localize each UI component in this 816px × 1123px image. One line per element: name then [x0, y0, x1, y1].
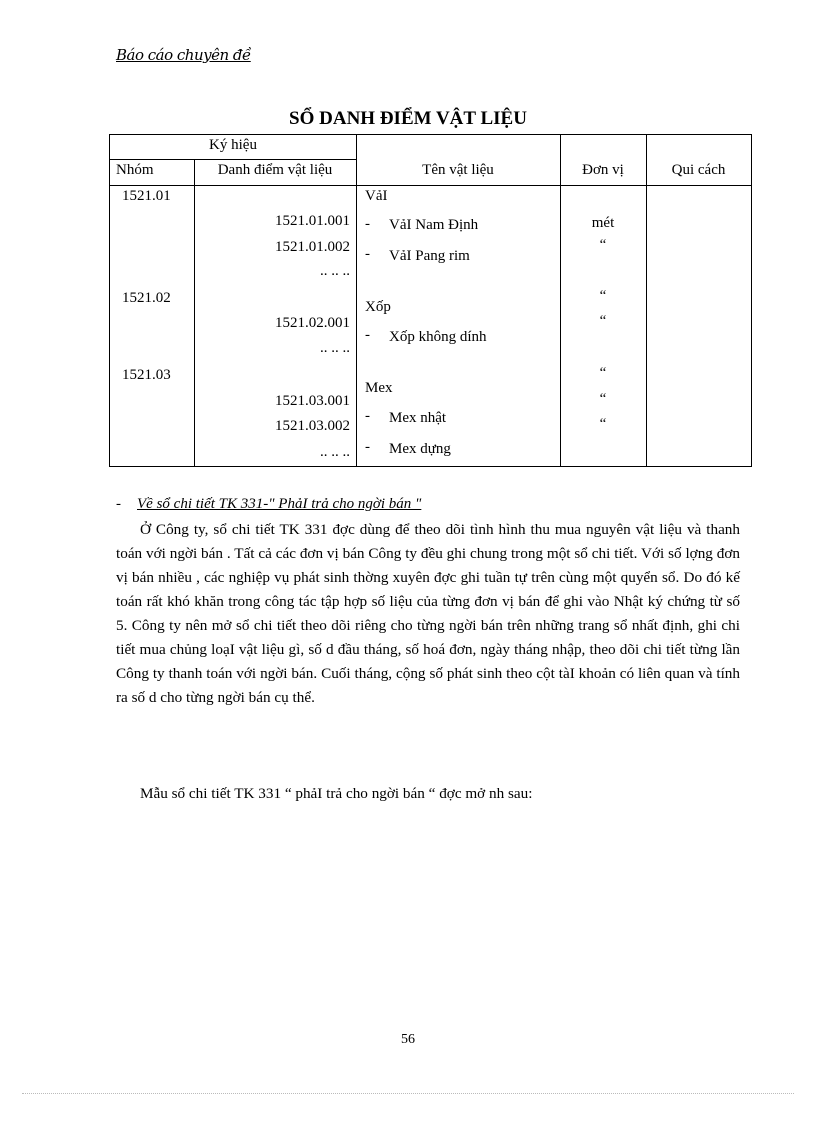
header-ky-hieu: Ký hiệu — [209, 137, 257, 153]
danh-diem-cell: 1521.03.002 — [275, 418, 350, 434]
ten-group-label: Mex — [365, 380, 393, 396]
report-header: Báo cáo chuyên đề — [116, 46, 251, 64]
danh-diem-cell: 1521.03.001 — [275, 393, 350, 409]
page-number: 56 — [401, 1032, 415, 1047]
danh-diem-cell: 1521.01.001 — [275, 213, 350, 229]
ten-item: Xốp không dính — [389, 329, 487, 345]
don-vi-cell: “ — [599, 313, 607, 329]
don-vi-cell: mét — [591, 215, 615, 231]
header-ten-vat-lieu: Tên vật liệu — [422, 162, 494, 178]
don-vi-cell: “ — [599, 391, 607, 407]
danh-diem-cell: .. .. .. — [320, 263, 350, 279]
section-heading-text: Về sổ chi tiết TK 331-" PhảI trả cho ngời bán " — [137, 496, 422, 512]
section-bullet: - — [116, 496, 121, 512]
ten-item: Mex nhật — [389, 410, 447, 426]
ten-bullet: - — [365, 327, 370, 343]
ten-bullet: - — [365, 408, 370, 424]
ten-group-label: Xốp — [365, 299, 391, 315]
don-vi-cell: “ — [599, 416, 607, 432]
ten-item: Mex dựng — [389, 441, 451, 457]
header-don-vi: Đơn vị — [582, 162, 624, 178]
header-nhom: Nhóm — [116, 162, 154, 178]
row-divider — [110, 159, 356, 160]
danh-diem-cell: .. .. .. — [320, 340, 350, 356]
don-vi-cell: “ — [599, 288, 607, 304]
don-vi-cell: “ — [599, 365, 607, 381]
ten-item: VảI Pang rim — [389, 248, 470, 264]
nhom-cell: 1521.01 — [122, 188, 171, 204]
nhom-cell: 1521.03 — [122, 367, 171, 383]
body-paragraph: Mẫu sổ chi tiết TK 331 “ phảI trả cho ngời bán “ đợc mở nh sau: — [140, 785, 533, 802]
header-qui-cach: Qui cách — [671, 162, 726, 178]
danh-diem-cell: 1521.01.002 — [275, 239, 350, 255]
materials-table — [109, 134, 752, 467]
header-danh-diem: Danh điểm vật liệu — [217, 162, 333, 178]
ten-item: VảI Nam Định — [389, 217, 479, 233]
ten-bullet: - — [365, 216, 370, 232]
row-divider — [110, 185, 751, 186]
ten-group-label: VảI — [365, 188, 388, 204]
section-heading — [116, 496, 421, 513]
nhom-cell: 1521.02 — [122, 290, 171, 306]
don-vi-cell: “ — [599, 237, 607, 253]
ten-bullet: - — [365, 246, 370, 262]
body-paragraph: Ở Công ty, sổ chi tiết TK 331 đợc dùng để theo dõi tình hình thu mua nguyên vật liệu và thanh toán với ngời bán . Tất cả các đơn vị bán Công ty đều ghi chung trong một sổ chi tiết. Với số lợng đơn vị bán nhiều , các nghiệp vụ phát sinh thờng xuyên đợc ghi tuần tự trên cùng một quyển sổ. Do đó kế toán rất khó khăn trong công tác tập hợp số liệu của từng đơn vị bán để ghi vào Nhật ký chứng từ số 5. Công ty nên mở sổ chi tiết theo dõi riêng cho từng ngời bán trên những trang sổ nhất định, ghi chi tiết mua chủng loạI vật liệu gì, số d đầu tháng, số hoá đơn, ngày tháng nhập, theo dõi chi tiết từng lần Công ty thanh toán với ngời bán. Cuối tháng, cộng số phát sinh theo cột tàI khoản có liên quan và tính ra số d cho từng ngời bán cụ thể. — [116, 521, 740, 706]
page-title: SỔ DANH ĐIỂM VẬT LIỆU — [289, 108, 527, 129]
ten-bullet: - — [365, 439, 370, 455]
danh-diem-cell: 1521.02.001 — [275, 315, 350, 331]
footer-rule — [22, 1093, 794, 1094]
danh-diem-cell: .. .. .. — [320, 444, 350, 460]
